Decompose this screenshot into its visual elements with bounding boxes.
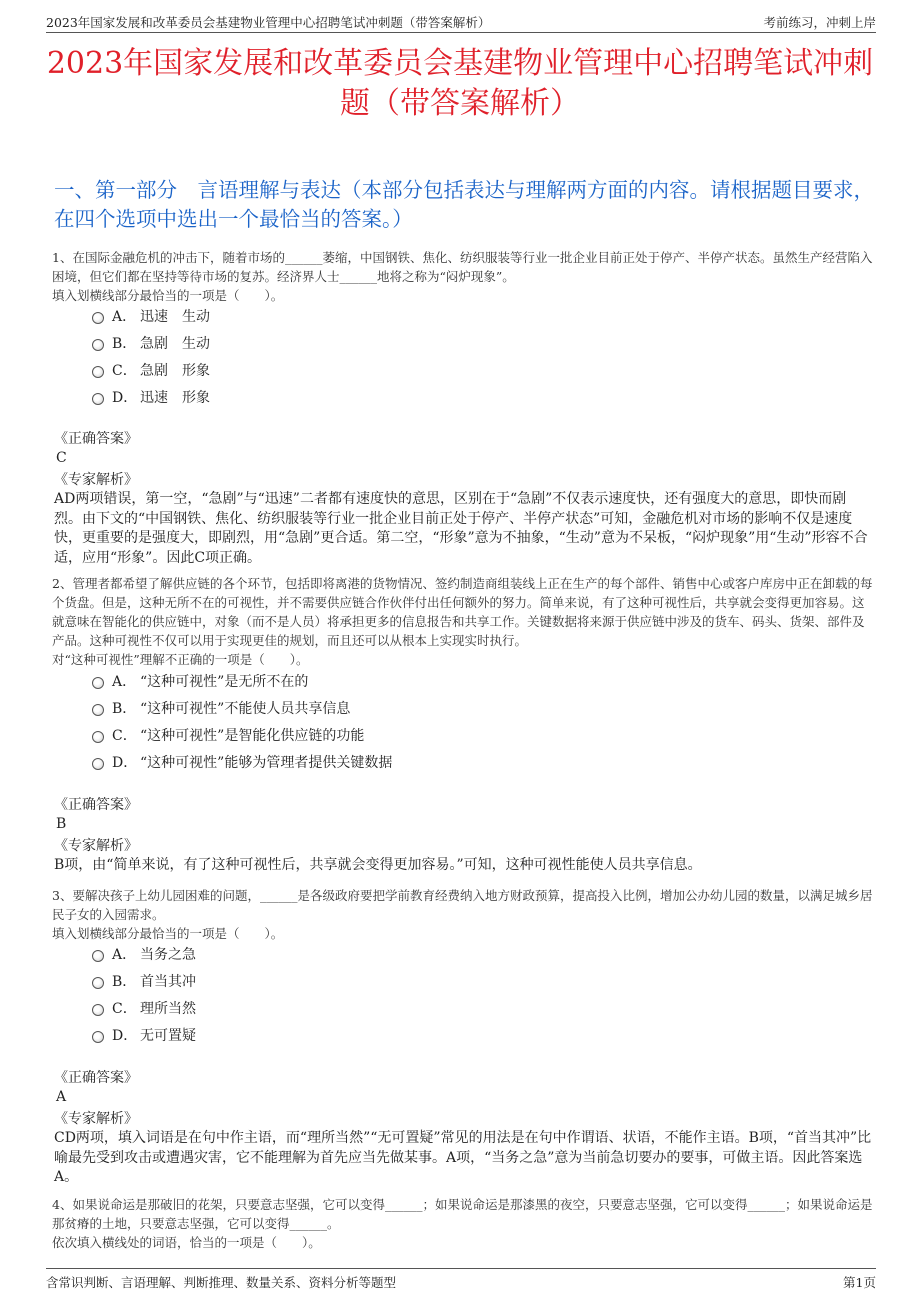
radio-icon[interactable] — [92, 312, 104, 324]
explanation-text: CD两项，填入词语是在句中作主语，而“理所当然”“无可置疑”常见的用法是在句中作谓语、状语，不能作主语。B项，“首当其冲”比喻最先受到攻击或遭遇灾害，它不能理解为首先应当先做某事。A项，“当务之急”意为当前急切要办的要事，可做主语。因此答案选A。 — [54, 1130, 872, 1185]
question-2-text: 2、管理者都希望了解供应链的各个环节，包括即将离港的货物情况、签约制造商组装线上正在生产的每个部件、销售中心或客户库房中正在卸载的每个货盘。但是，这种无所不在的可视性，并不需要供应链合作伙伴付出任何额外的努力。简单来说，有了这种可视性后，共享就会变得更加容易。这就意味在智能化的供应链中，对象（而不是人员）将承担更多的信息报告和共享工作。关键数据将来源于供应链中涉及的货车、码头、货架、部件及产品。这种可视性不仅可以用于实现更佳的规划，而且还可以从根本上实现实时执行。 — [52, 576, 873, 648]
answer-value: B — [56, 816, 67, 832]
q1-option-a[interactable]: A． 迅速 生动 — [92, 304, 210, 331]
question-3 — [52, 886, 874, 943]
question-2-options — [92, 669, 392, 777]
q1-option-b[interactable]: B． 急剧 生动 — [92, 331, 210, 358]
q2-option-c[interactable]: C． “这种可视性”是智能化供应链的功能 — [92, 723, 392, 750]
question-3-answer — [54, 1069, 874, 1188]
radio-icon[interactable] — [92, 677, 104, 689]
question-2-prompt: 对“这种可视性”理解不正确的一项是（ ）。 — [52, 652, 309, 667]
q3-option-c[interactable]: C． 理所当然 — [92, 996, 196, 1023]
explanation-text: B项，由“简单来说，有了这种可视性后，共享就会变得更加容易。”可知，这种可视性能使人员共享信息。 — [54, 857, 702, 873]
answer-label: 《正确答案》 — [54, 1070, 138, 1086]
q2-option-a[interactable]: A． “这种可视性”是无所不在的 — [92, 669, 392, 696]
radio-icon[interactable] — [92, 1004, 104, 1016]
explain-label: 《专家解析》 — [54, 1111, 138, 1127]
q2-option-d[interactable]: D． “这种可视性”能够为管理者提供关键数据 — [92, 750, 392, 777]
q3-option-b[interactable]: B． 首当其冲 — [92, 969, 196, 996]
question-2-answer — [54, 796, 874, 876]
footer-description: 含常识判断、言语理解、判断推理、数量关系、资料分析等题型 — [46, 1275, 397, 1290]
page-number: 第1页 — [843, 1275, 876, 1290]
q1-option-d[interactable]: D． 迅速 形象 — [92, 385, 210, 412]
question-1-options — [92, 304, 210, 412]
q1-option-c[interactable]: C． 急剧 形象 — [92, 358, 210, 385]
explain-label: 《专家解析》 — [54, 838, 138, 854]
radio-icon[interactable] — [92, 1031, 104, 1043]
radio-icon[interactable] — [92, 977, 104, 989]
question-4 — [52, 1195, 874, 1252]
question-3-options — [92, 942, 196, 1050]
q3-option-a[interactable]: A． 当务之急 — [92, 942, 196, 969]
question-4-prompt: 依次填入横线处的词语，恰当的一项是（ ）。 — [52, 1235, 321, 1250]
question-1-answer — [54, 430, 874, 568]
question-1-prompt: 填入划横线部分最恰当的一项是（ ）。 — [52, 288, 284, 303]
explanation-text: AD两项错误，第一空，“急剧”与“迅速”二者都有速度快的意思，区别在于“急剧”不仅表示速度快，还有强度大的意思，即快而剧烈。由下文的“中国钢铁、焦化、纺织服装等行业一批企业目前正处于停产、半停产状态”可知，金融危机对市场的影响不仅是速度快，更重要的是强度大，即剧烈，用“急剧”更合适。第二空，“形象”意为不抽象，“生动”意为不呆板，“闷炉现象”用“生动”形容不合适，应用“形象”。因此C项正确。 — [54, 491, 868, 566]
watermark — [420, 608, 720, 658]
header-slogan: 考前练习，冲刺上岸 — [763, 15, 876, 30]
page-header — [46, 10, 876, 33]
page-title: 2023年国家发展和改革委员会基建物业管理中心招聘笔试冲刺题（带答案解析） — [46, 46, 874, 121]
radio-icon[interactable] — [92, 366, 104, 378]
answer-value: A — [56, 1089, 67, 1105]
header-doc-title: 2023年国家发展和改革委员会基建物业管理中心招聘笔试冲刺题（带答案解析） — [46, 15, 491, 30]
q3-option-d[interactable]: D． 无可置疑 — [92, 1023, 196, 1050]
radio-icon[interactable] — [92, 393, 104, 405]
answer-value: C — [56, 450, 67, 466]
q2-option-b[interactable]: B． “这种可视性”不能使人员共享信息 — [92, 696, 392, 723]
question-4-text: 4、如果说命运是那破旧的花架，只要意志坚强，它可以变得______；如果说命运是那漆黑的夜空，只要意志坚强，它可以变得______；如果说命运是那贫瘠的土地，只要意志坚强，它可以变得______。 — [52, 1197, 873, 1231]
question-1 — [52, 248, 874, 305]
question-3-text: 3、要解决孩子上幼儿园困难的问题，______是各级政府要把学前教育经费纳入地方财政预算，提高投入比例，增加公办幼儿园的数量，以满足城乡居民子女的入园需求。 — [52, 888, 873, 922]
answer-label: 《正确答案》 — [54, 431, 138, 447]
radio-icon[interactable] — [92, 731, 104, 743]
question-3-prompt: 填入划横线部分最恰当的一项是（ ）。 — [52, 926, 284, 941]
page-footer — [46, 1268, 876, 1291]
section-heading: 一、第一部分 言语理解与表达（本部分包括表达与理解两方面的内容。请根据题目要求，在四个选项中选出一个最恰当的答案。） — [54, 178, 874, 231]
radio-icon[interactable] — [92, 950, 104, 962]
radio-icon[interactable] — [92, 704, 104, 716]
question-1-text: 1、在国际金融危机的冲击下，随着市场的______萎缩，中国钢铁、焦化、纺织服装等行业一批企业目前正处于停产、半停产状态。虽然生产经营陷入困境，但它们都在坚持等待市场的复苏。经济界人士______地将之称为“闷炉现象”。 — [52, 250, 873, 284]
explain-label: 《专家解析》 — [54, 472, 138, 488]
radio-icon[interactable] — [92, 339, 104, 351]
radio-icon[interactable] — [92, 758, 104, 770]
answer-label: 《正确答案》 — [54, 797, 138, 813]
